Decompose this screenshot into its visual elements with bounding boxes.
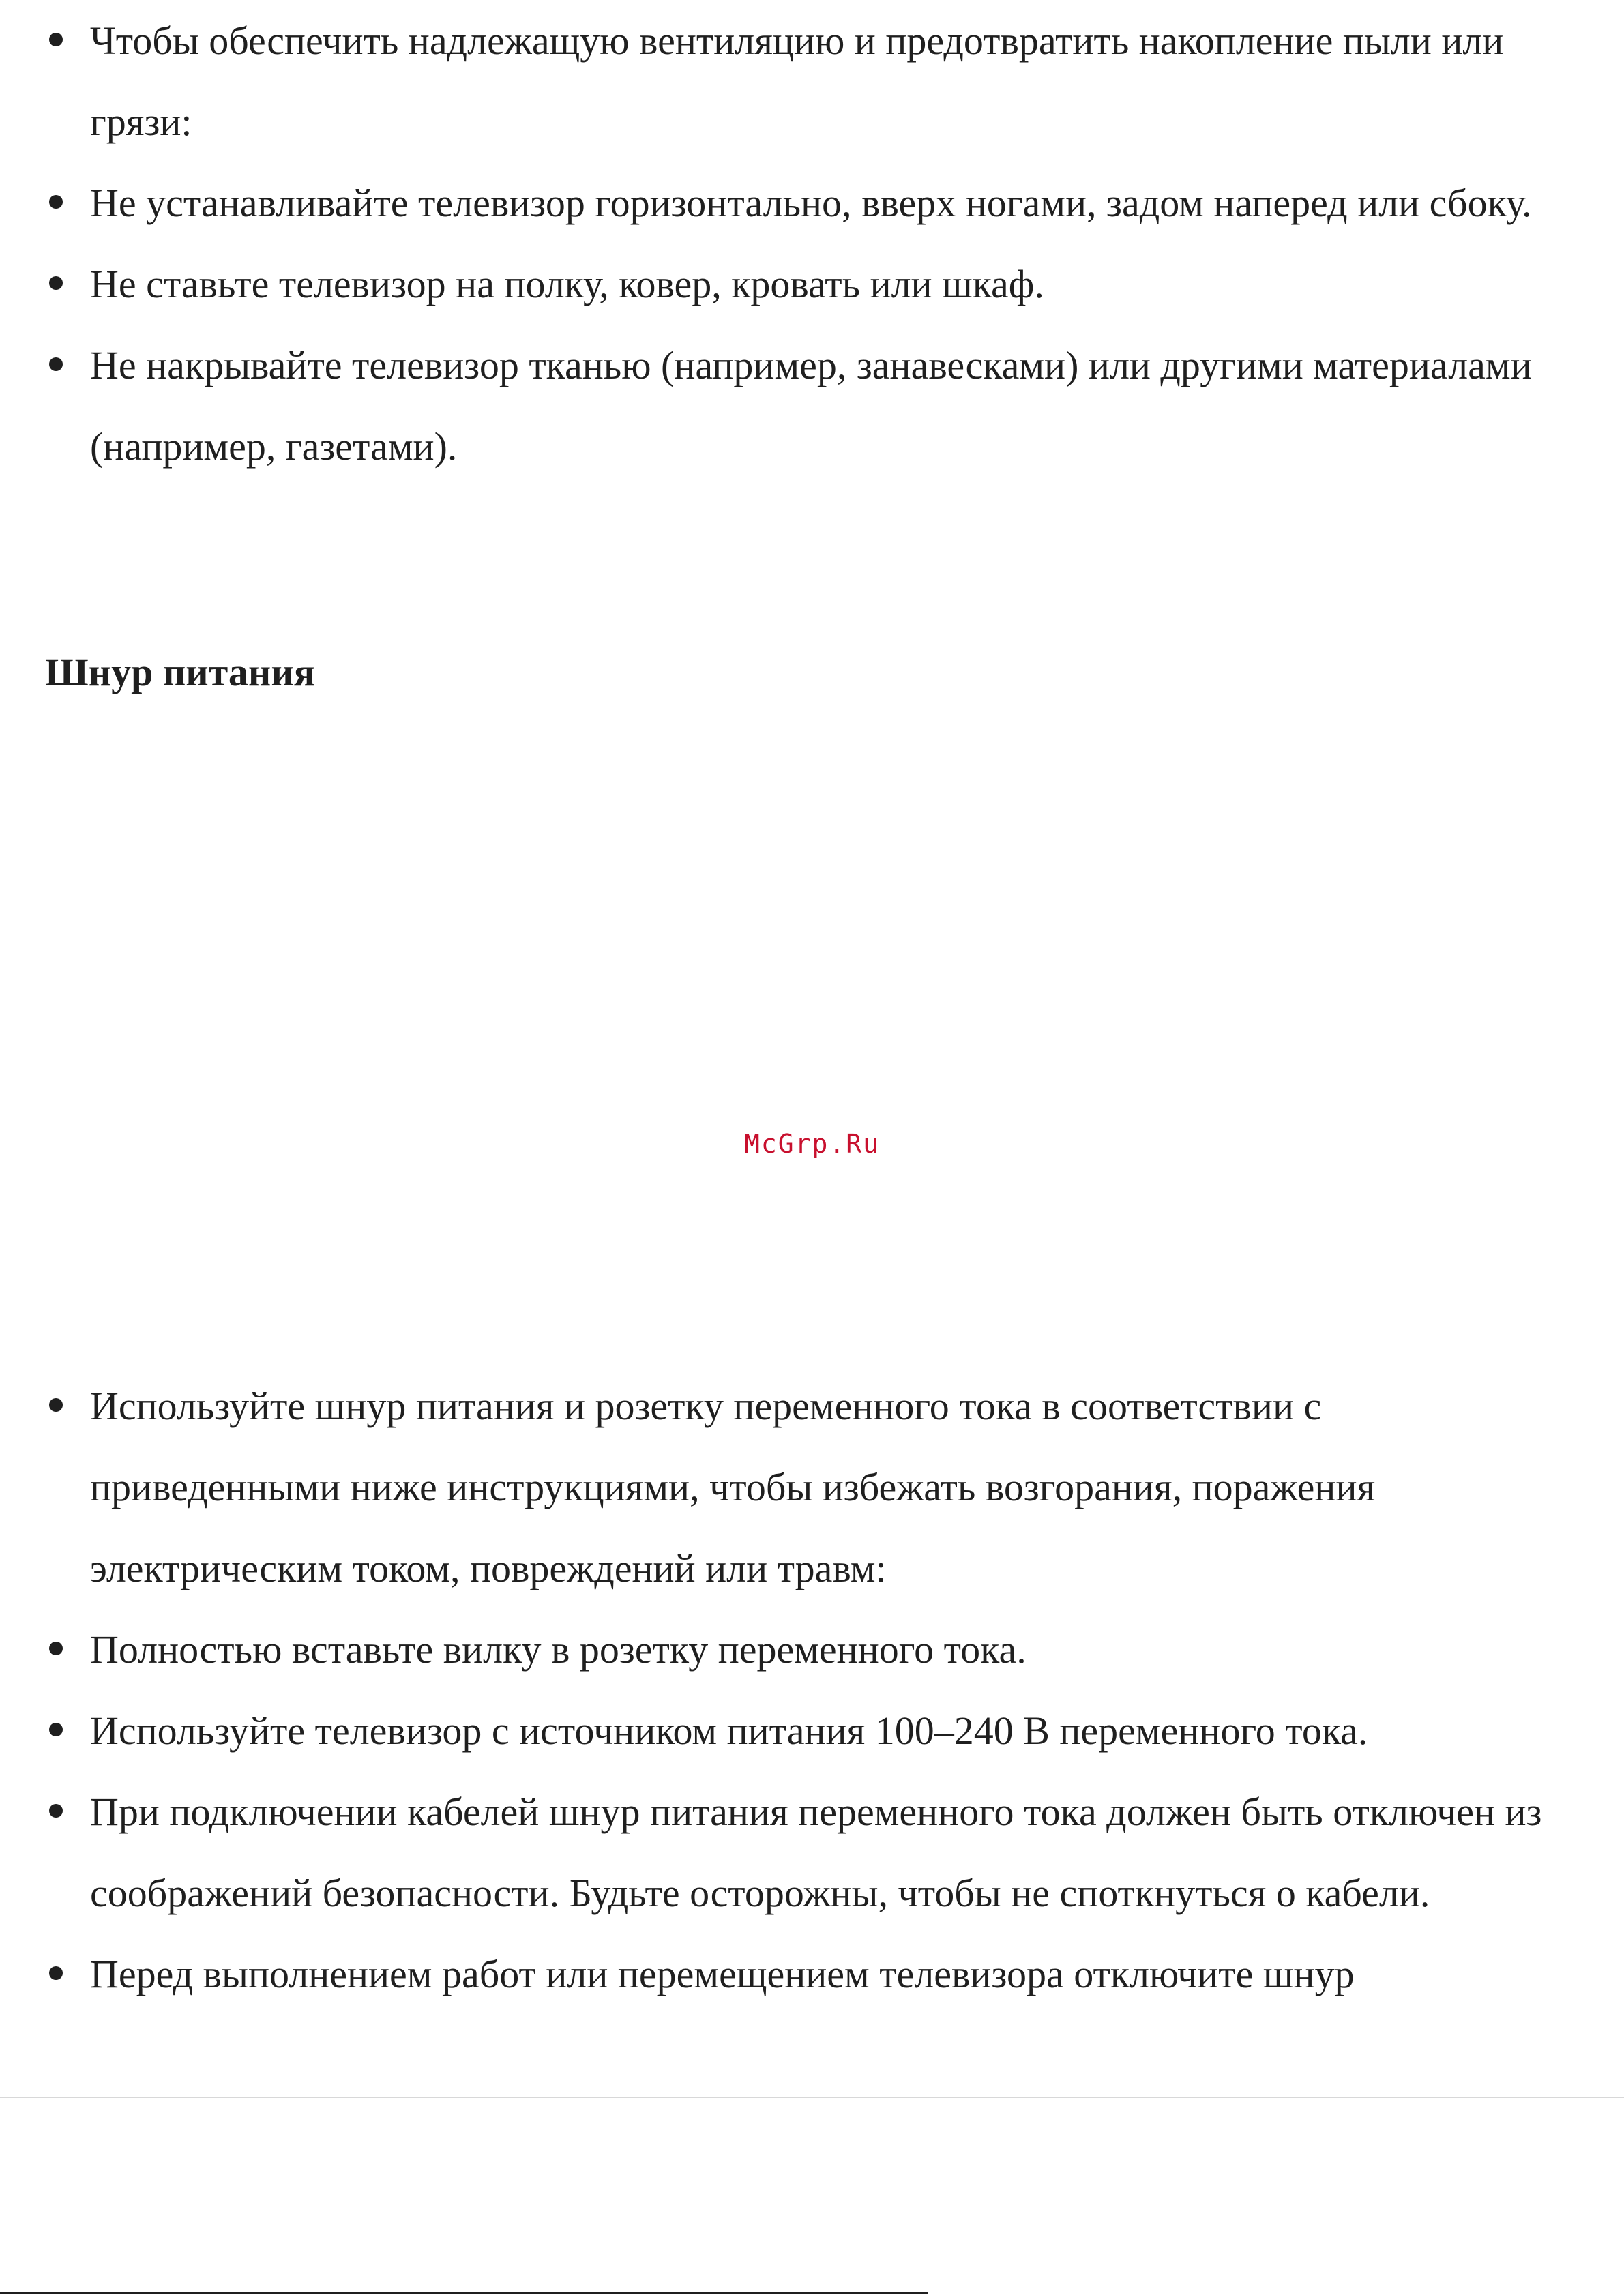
bottom-rule: [0, 2292, 928, 2294]
page-divider: [0, 2097, 1624, 2098]
list-item: [45, 162, 1573, 243]
ventilation-bullet-list: [45, 0, 1573, 487]
list-item-text: Полностью вставьте вилку в розетку переменного тока.: [90, 1627, 1027, 1672]
list-item-text: Не ставьте телевизор на полку, ковер, кровать или шкаф.: [90, 262, 1044, 306]
bullet-icon: [49, 1723, 63, 1736]
list-item: [45, 1365, 1573, 1609]
list-item: [45, 0, 1573, 162]
bullet-icon: [49, 276, 63, 290]
list-item-text: Перед выполнением работ или перемещением телевизора отключите шнур: [90, 1952, 1355, 1996]
bullet-icon: [49, 195, 63, 209]
bullet-icon: [49, 33, 63, 46]
power-cord-bullet-list: [45, 1365, 1573, 2015]
list-item-text: Не устанавливайте телевизор горизонтально, вверх ногами, задом наперед или сбоку.: [90, 181, 1532, 225]
list-item: [45, 1771, 1573, 1934]
bullet-icon: [49, 1966, 63, 1980]
bullet-icon: [49, 1398, 63, 1412]
section-heading: Шнур питания: [45, 650, 316, 694]
list-item: [45, 325, 1573, 487]
bullet-icon: [49, 1804, 63, 1818]
list-item-text: Не накрывайте телевизор тканью (например, занавесками) или другими материалами (например, газетами).: [90, 343, 1532, 469]
bullet-icon: [49, 357, 63, 371]
list-item: [45, 1934, 1573, 2015]
list-item-text: Используйте шнур питания и розетку переменного тока в соответствии с приведенными ниже инструкциями, чтобы избежать возгорания, поражения электрическим током, повреждений или травм:: [90, 1384, 1376, 1590]
list-item: [45, 1690, 1573, 1771]
list-item-text: Чтобы обеспечить надлежащую вентиляцию и предотвратить накопление пыли или грязи:: [90, 18, 1504, 144]
list-item-text: Используйте телевизор с источником питания 100–240 В переменного тока.: [90, 1708, 1368, 1753]
list-item-text: При подключении кабелей шнур питания переменного тока должен быть отключен из соображений безопасности. Будьте осторожны, чтобы не споткнуться о кабели.: [90, 1790, 1542, 1915]
bullet-icon: [49, 1642, 63, 1655]
watermark-link[interactable]: McGrp.Ru: [743, 1129, 881, 1159]
list-item: [45, 1609, 1573, 1690]
list-item: [45, 243, 1573, 325]
